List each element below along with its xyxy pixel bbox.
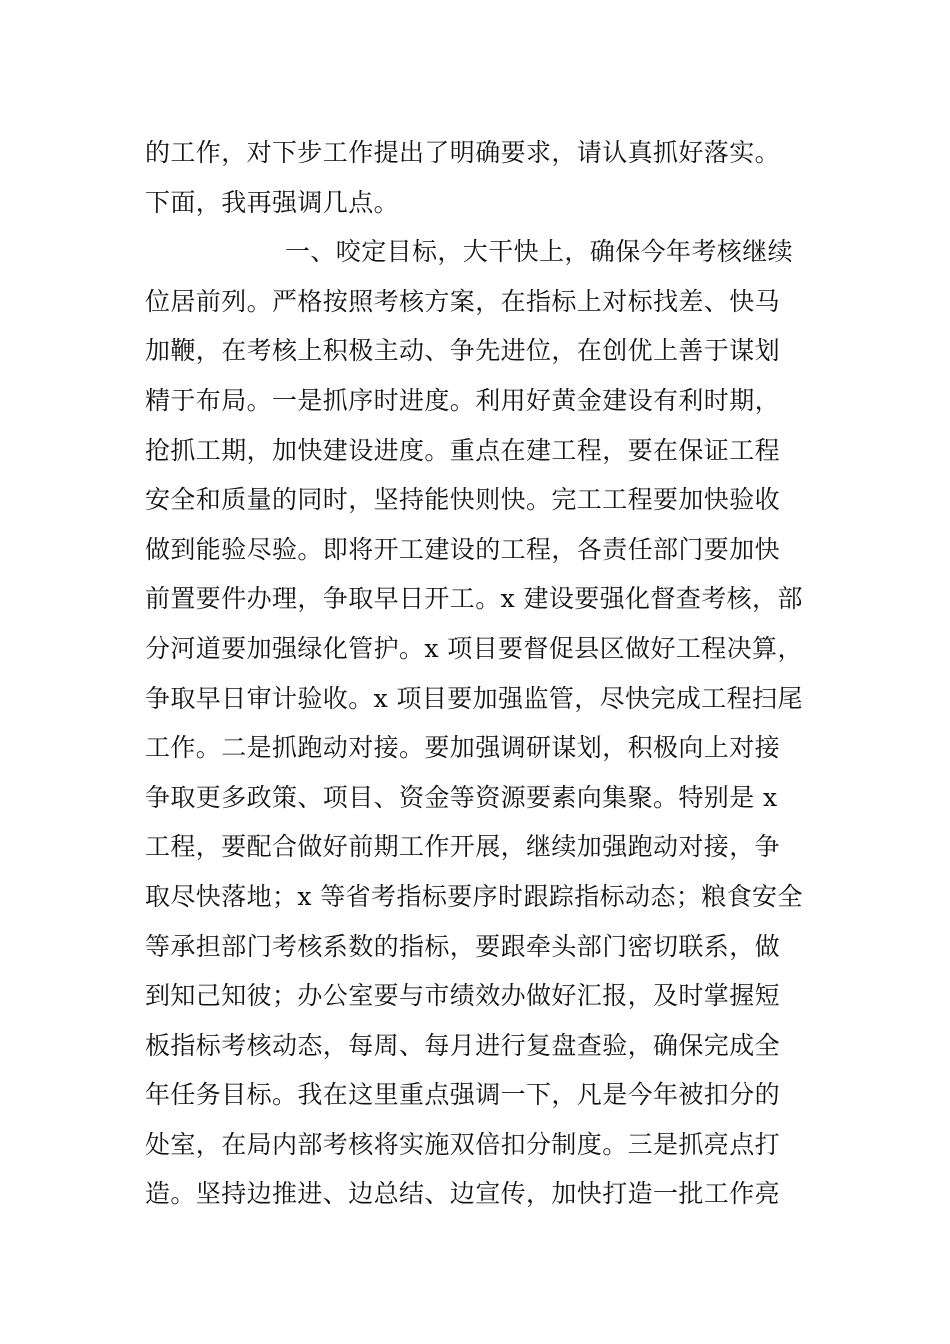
text-line: 争取更多政策、项目、资金等资源要素向集聚。特别是 x: [145, 782, 778, 812]
text-line: 工程，要配合做好前期工作开展，继续加强跑动对接，争: [145, 832, 781, 862]
text-line: 分河道要加强绿化管护。x 项目要督促县区做好工程决算，: [145, 633, 803, 663]
text-line: 争取早日审计验收。x 项目要加强监管，尽快完成工程扫尾: [145, 683, 803, 713]
text-line: 安全和质量的同时，坚持能快则快。完工工程要加快验收: [145, 485, 781, 515]
text-line: 前置要件办理，争取早日开工。x 建设要强化督查考核，部: [145, 584, 803, 614]
text-line: 的工作，对下步工作提出了明确要求，请认真抓好落实。: [145, 138, 781, 167]
text-line: 做到能验尽验。即将开工建设的工程，各责任部门要加快: [145, 534, 781, 564]
text-line: 取尽快落地；x 等省考指标要序时跟踪指标动态；粮食安全: [145, 881, 803, 911]
text-line: 处室，在局内部考核将实施双倍扣分制度。三是抓亮点打: [145, 1129, 781, 1159]
text-line: 精于布局。一是抓序时进度。利用好黄金建设有利时期，: [145, 385, 781, 415]
text-line: 年任务目标。我在这里重点强调一下，凡是今年被扣分的: [145, 1080, 781, 1110]
text-line: 加鞭，在考核上积极主动、争先进位，在创优上善于谋划: [145, 336, 781, 366]
text-line: 板指标考核动态，每周、每月进行复盘查验，确保完成全: [145, 1030, 781, 1060]
text-line: 造。坚持边推进、边总结、边宣传，加快打造一批工作亮: [145, 1179, 781, 1209]
text-line: 位居前列。严格按照考核方案，在指标上对标找差、快马: [145, 286, 781, 316]
body-text: [145, 128, 825, 1219]
text-line: 工作。二是抓跑动对接。要加强调研谋划，积极向上对接: [145, 733, 781, 763]
section-heading-line: 一、咬定目标，大干快上，确保今年考核继续: [285, 237, 794, 267]
text-line: 抢抓工期，加快建设进度。重点在建工程，要在保证工程: [145, 435, 781, 465]
text-line: 到知己知彼；办公室要与市绩效办做好汇报，及时掌握短: [145, 981, 781, 1011]
text-line: 等承担部门考核系数的指标，要跟牵头部门密切联系，做: [145, 931, 781, 961]
text-line: 下面，我再强调几点。: [145, 187, 400, 217]
